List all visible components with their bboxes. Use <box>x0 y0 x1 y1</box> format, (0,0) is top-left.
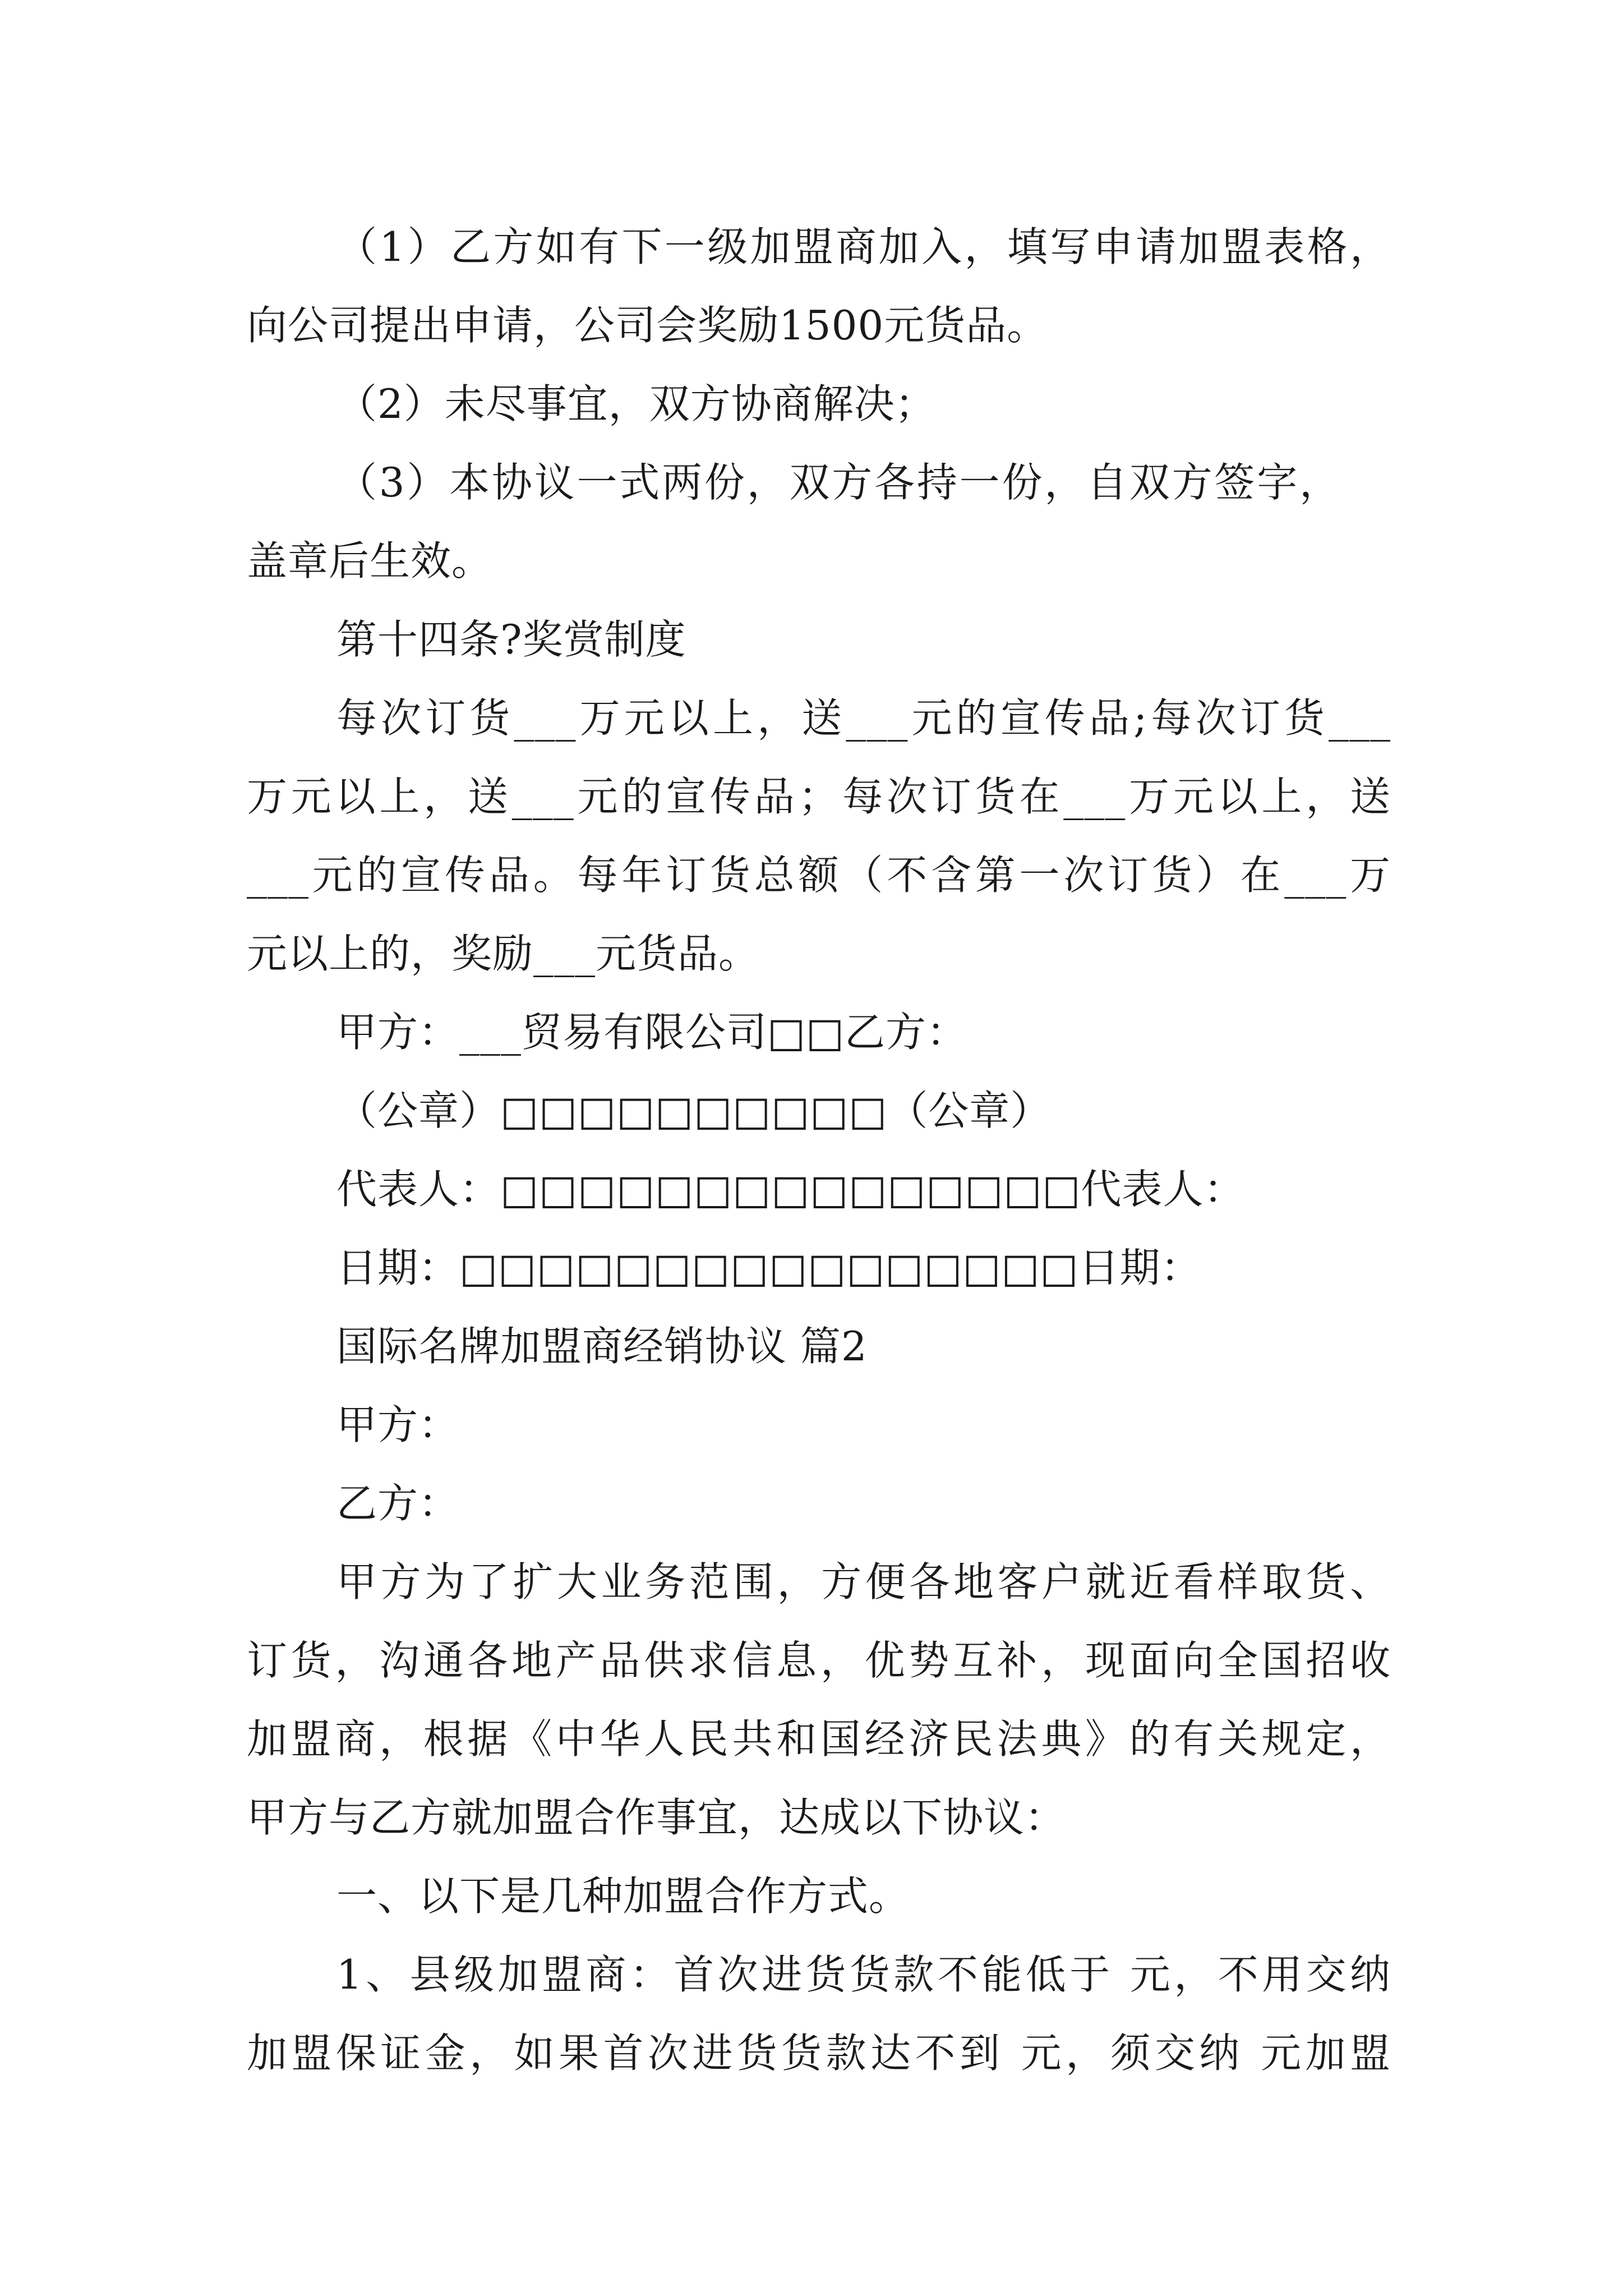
paragraph-line: 甲方为了扩大业务范围，方便各地客户就近看样取货、 <box>336 1558 1391 1605</box>
paragraph-line: 加盟保证金，如果首次进货货款达不到 元，须交纳 元加盟 <box>247 2030 1391 2077</box>
paragraph-line: 每次订货___万元以上，送___元的宣传品;每次订货___ <box>336 694 1391 742</box>
paragraph-line: 一、以下是几种加盟合作方式。 <box>336 1872 910 1920</box>
party-line: 乙方： <box>336 1480 460 1527</box>
signature-line: 日期：□□□□□□□□□□□□□□□□日期： <box>336 1244 1202 1291</box>
section-heading: 第十四条?奖赏制度 <box>336 616 686 663</box>
paragraph-line: 甲方与乙方就加盟合作事宜，达成以下协议： <box>247 1794 1066 1841</box>
paragraph-line: 加盟商，根据《中华人民共和国经济民法典》的有关规定， <box>247 1715 1391 1763</box>
paragraph-line: （3）本协议一式两份，双方各持一份，自双方签字， <box>336 459 1340 506</box>
paragraph-line: 盖章后生效。 <box>247 537 493 585</box>
paragraph-line: 1、县级加盟商：首次进货货款不能低于 元，不用交纳 <box>336 1951 1391 1998</box>
paragraph-line: 万元以上，送___元的宣传品；每次订货在___万元以上，送 <box>247 773 1391 820</box>
paragraph-line: ___元的宣传品。每年订货总额（不含第一次订货）在___万 <box>247 852 1391 899</box>
paragraph-line: 元以上的，奖励___元货品。 <box>247 930 760 977</box>
section-title: 国际名牌加盟商经销协议 篇2 <box>336 1323 868 1370</box>
paragraph-line: （1）乙方如有下一级加盟商加入，填写申请加盟表格， <box>336 223 1391 270</box>
paragraph-line: 订货，沟通各地产品供求信息，优势互补，现面向全国招收 <box>247 1637 1391 1684</box>
signature-line: 代表人：□□□□□□□□□□□□□□□代表人： <box>336 1166 1245 1213</box>
party-line: 甲方： <box>336 1401 460 1448</box>
signature-line: 甲方：___贸易有限公司□□乙方： <box>336 1009 968 1056</box>
signature-line: （公章）□□□□□□□□□□（公章） <box>336 1087 1052 1134</box>
paragraph-line: 向公司提出申请，公司会奖励1500元货品。 <box>247 302 1048 349</box>
paragraph-line: （2）未尽事宜，双方协商解决； <box>336 380 936 427</box>
